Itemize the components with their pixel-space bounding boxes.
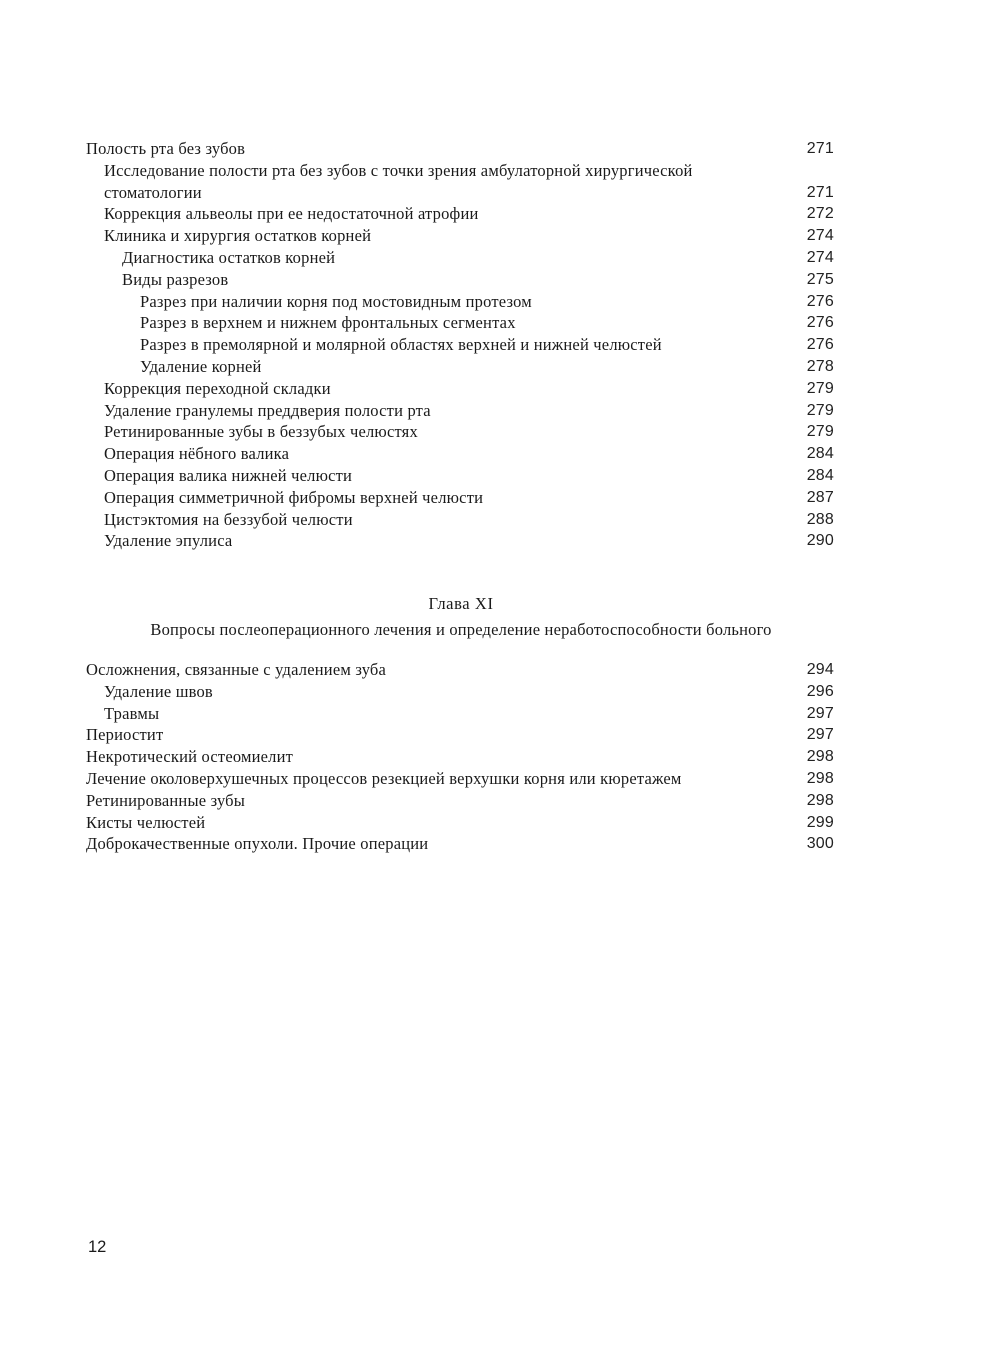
toc-entry-page-number: 278 <box>806 357 834 375</box>
toc-entry-title: Травмы <box>104 703 160 723</box>
toc-entry <box>86 659 836 681</box>
toc-entry-title: Операция нёбного валика <box>104 444 290 464</box>
toc-entry <box>86 356 836 378</box>
toc-entry-page-number: 279 <box>806 379 834 397</box>
toc-entry <box>86 334 836 356</box>
toc-entry-title: Периостит <box>86 725 164 745</box>
toc-entry <box>86 312 836 334</box>
toc-entry-title: Цистэктомия на беззубой челюсти <box>104 509 353 529</box>
toc-entry-page-number: 275 <box>806 270 834 288</box>
toc-entry <box>86 203 836 225</box>
toc-entry-title: Разрез в премолярной и молярной областях верхней и нижней челюстей <box>140 335 662 355</box>
toc-entry <box>86 291 836 313</box>
toc-entry-page-number: 287 <box>806 488 834 506</box>
toc-entry-page-number: 274 <box>806 227 834 245</box>
toc-entry-title: Лечение околоверхушечных процессов резекцией верхушки корня или кюретажем <box>86 768 682 788</box>
toc-entry-page-number: 271 <box>806 140 834 157</box>
toc-entry-page-number: 297 <box>806 704 834 722</box>
toc-entry <box>86 724 836 746</box>
toc-entry-title: Диагностика остатков корней <box>122 247 336 267</box>
toc-entry-page-number: 276 <box>806 292 834 310</box>
page-number: 12 <box>88 1238 107 1256</box>
toc-entry-title: Коррекция переходной складки <box>104 378 331 398</box>
table-of-contents-part-2 <box>86 659 836 855</box>
toc-entry-page-number: 272 <box>806 205 834 223</box>
toc-entry-title: Доброкачественные опухоли. Прочие операции <box>86 834 429 854</box>
toc-entry-title: Клиника и хирургия остатков корней <box>104 226 372 246</box>
toc-entry <box>86 703 836 725</box>
toc-entry-page-number: 298 <box>806 748 834 766</box>
toc-entry <box>86 378 836 400</box>
toc-entry <box>86 247 836 269</box>
toc-entry-page-number: 274 <box>806 248 834 266</box>
toc-entry-title: Коррекция альвеолы при ее недостаточной атрофии <box>104 204 479 224</box>
toc-entry-page-number: 271 <box>806 183 834 201</box>
toc-entry-page-number: 276 <box>806 314 834 332</box>
toc-entry-page-number: 276 <box>806 336 834 354</box>
toc-entry <box>86 225 836 247</box>
toc-entry-title: Операция валика нижней челюсти <box>104 465 353 485</box>
toc-entry-title: Удаление швов <box>104 681 213 701</box>
toc-entry-page-number: 299 <box>806 813 834 831</box>
toc-entry <box>86 790 836 812</box>
toc-entry <box>86 400 836 422</box>
toc-entry <box>86 443 836 465</box>
toc-entry <box>86 681 836 703</box>
toc-entry-title: Операция симметричной фибромы верхней челюсти <box>104 487 484 507</box>
toc-entry <box>86 421 836 443</box>
table-of-contents-part-1 <box>86 138 836 552</box>
chapter-label: Глава XI <box>428 594 494 613</box>
toc-entry-page-number: 284 <box>806 445 834 463</box>
toc-entry-title: Ретинированные зубы <box>86 790 246 810</box>
toc-entry-title: Виды разрезов <box>122 269 229 289</box>
toc-entry <box>86 269 836 291</box>
toc-entry-title: Полость рта без зубов <box>86 139 246 158</box>
toc-entry-page-number: 290 <box>806 532 834 550</box>
toc-entry <box>86 833 836 855</box>
toc-entry <box>86 768 836 790</box>
toc-entry-page-number: 300 <box>806 835 834 853</box>
toc-entry <box>86 138 836 160</box>
toc-entry-title: Некротический остеомиелит <box>86 747 294 767</box>
chapter-title: Вопросы послеоперационного лечения и определение неработоспособности больного <box>150 620 772 639</box>
toc-entry-page-number: 294 <box>806 661 834 678</box>
toc-entry <box>86 509 836 531</box>
toc-entry-page-number: 279 <box>806 401 834 419</box>
toc-entry-page-number: 298 <box>806 791 834 809</box>
toc-entry <box>86 746 836 768</box>
toc-entry-title: Разрез в верхнем и нижнем фронтальных сегментах <box>140 313 516 333</box>
toc-entry <box>86 160 836 204</box>
toc-entry-title: Удаление корней <box>140 356 262 376</box>
toc-entry-title: Кисты челюстей <box>86 812 206 832</box>
toc-entry-page-number: 284 <box>806 466 834 484</box>
toc-entry-page-number: 297 <box>806 726 834 744</box>
toc-entry <box>86 812 836 834</box>
toc-entry-title: Ретинированные зубы в беззубых челюстях <box>104 422 418 442</box>
toc-entry-page-number: 298 <box>806 769 834 787</box>
toc-entry-title: Удаление гранулемы преддверия полости рта <box>104 400 431 420</box>
toc-entry-page-number: 288 <box>806 510 834 528</box>
toc-entry-title: Исследование полости рта без зубов с точки зрения амбулаторной хирургической стоматологии <box>104 160 693 202</box>
toc-entry <box>86 530 836 552</box>
toc-entry-title: Разрез при наличии корня под мостовидным протезом <box>140 291 532 311</box>
toc-entry-page-number: 296 <box>806 682 834 700</box>
toc-entry-page-number: 279 <box>806 423 834 441</box>
toc-entry-title: Осложнения, связанные с удалением зуба <box>86 660 387 679</box>
toc-entry <box>86 465 836 487</box>
toc-entry-title: Удаление эпулиса <box>104 531 233 551</box>
toc-entry <box>86 487 836 509</box>
